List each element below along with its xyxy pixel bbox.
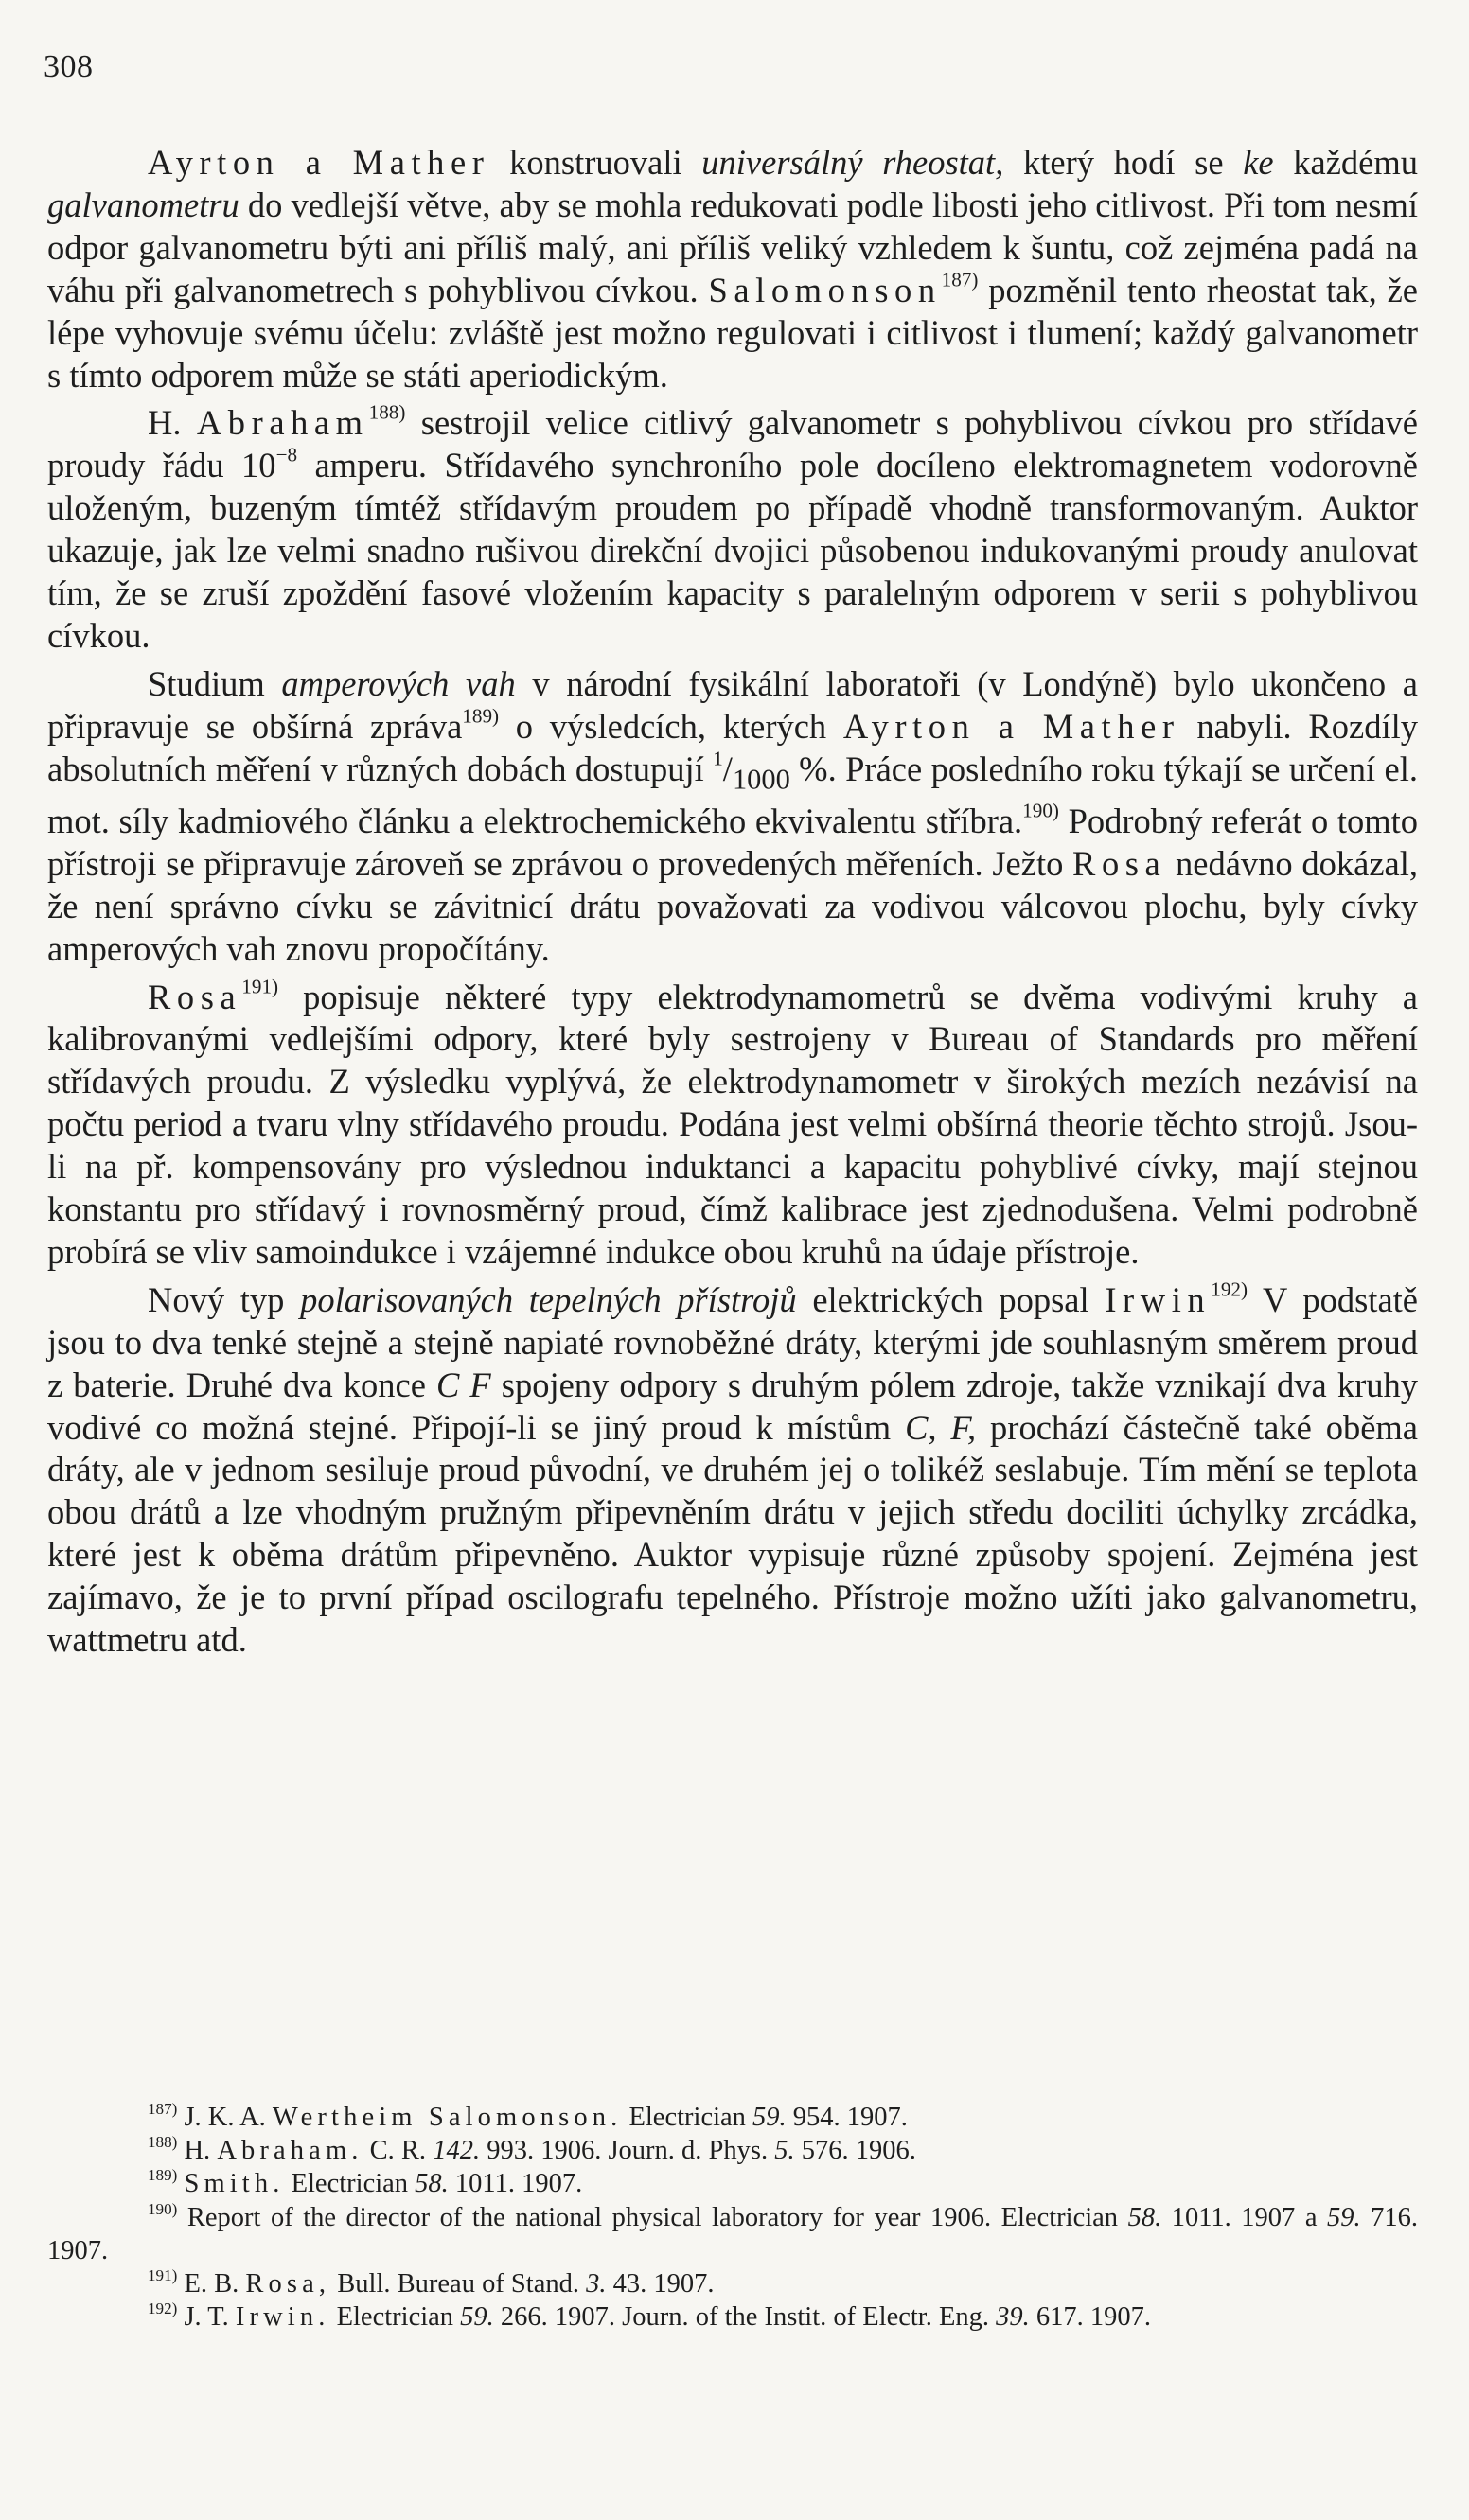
italic-text: 58. <box>1127 2202 1162 2232</box>
text-run: Electrician <box>329 2302 461 2333</box>
text-run: elektrických popsal <box>796 1279 1106 1319</box>
text-run: který hodí se <box>1003 143 1244 182</box>
text-run: 617. 1907. <box>1029 2302 1151 2333</box>
text-run: C. R. <box>363 2136 434 2166</box>
text-run: 716. 1907. <box>47 2202 1418 2265</box>
footnote-ref: 188) <box>368 400 406 424</box>
footnote-ref: 190) <box>148 2199 178 2218</box>
text-run: každému <box>1273 143 1418 182</box>
text-run: H. <box>177 2136 218 2166</box>
footnote <box>47 2300 1418 2334</box>
italic-text: polarisovaných tepelných přístrojů <box>300 1279 797 1319</box>
text-run: 1011. 1907 a <box>1161 2202 1327 2232</box>
text-run: 576. 1906. <box>794 2136 916 2166</box>
italic-text: 59. <box>460 2302 494 2333</box>
footnote-ref: 191) <box>241 975 279 998</box>
spaced-name: Ayrton a Mather <box>148 143 490 182</box>
footnote-ref: −8 <box>275 443 298 467</box>
paragraph <box>47 402 1418 657</box>
paragraph <box>47 1279 1418 1662</box>
italic-text: 59. <box>1326 2202 1361 2232</box>
footnote <box>47 2134 1418 2167</box>
italic-text: 58. <box>415 2169 449 2199</box>
footnote <box>47 2101 1418 2134</box>
italic-text: ke <box>1243 143 1274 182</box>
text-run: Electrician <box>284 2169 416 2199</box>
footnote-ref: 1 <box>713 747 723 770</box>
text-run: 954. 1907. <box>786 2103 908 2132</box>
text-run: E. B. <box>177 2269 246 2300</box>
spaced-name: Abraham <box>196 403 369 443</box>
footnotes <box>47 2101 1418 2334</box>
text-run: Nový typ <box>148 1279 301 1319</box>
footnote-ref: 191) <box>148 2266 178 2285</box>
italic-text: amperových vah <box>281 663 516 703</box>
footnote-ref: 189) <box>462 704 500 728</box>
page-number: 308 <box>44 49 94 84</box>
text-run: H. <box>148 403 197 443</box>
text-run: nabyli. Rozdíly absolutních měření v různých dobách dostupují <box>47 706 1418 788</box>
text-run: popisuje některé typy elektrodynamometrů se dvěma vodivými kruhy a kalibrovanými vedlejšími odpory, které byly sestrojeny v Bureau of Standards pro měření střídavých proudu. Z výsledku vyplývá, že elektrodynamometr v širokých mezích nezávisí na počtu period a tvaru vlny střídavého proudu. Podána jest velmi obšírná theorie těchto strojů. Jsou-li na př. kompensovány pro výslednou induktanci a kapacitu pohyblivé cívky, mají stejnou konstantu pro střídavý i rovnosměrný proud, čímž kalibrace jest zjednodušena. Velmi podrobně probírá se vliv samoindukce i vzájemné indukce obou kruhů na údaje přístroje. <box>47 977 1418 1271</box>
spaced-name: Abraham. <box>217 2136 363 2166</box>
footnote-ref: 187) <box>148 2100 178 2119</box>
spaced-name: Ayrton a Mather <box>842 706 1180 746</box>
text-run: v národní fysikální laboratoři (v Londýně) bylo ukončeno a připravuje se obšírná zpráva <box>47 663 1418 746</box>
text-run: Podrobný referát o tomto přístroji se připravuje zároveň se zprávou o provedených měřeních. Ježto <box>47 801 1418 883</box>
text-run: prochází částečně také oběma dráty, ale v jednom sesiluje proud původní, ve druhém jej o tolikéž seslabuje. Tím mění se teplota obou drátů a lze vhodným pružným připevněním drátu v jejich středu dociliti úchylky zrcádka, které jest k oběma drátům připevněno. Auktor vypisuje různé způsoby spojení. Zejména jest zajímavo, že je to první případ oscilografu tepelného. Přístroje možno užíti jako galvanometru, wattmetru atd. <box>47 1407 1419 1660</box>
italic-text: 59. <box>752 2103 787 2132</box>
text-run: spojeny odpory s druhým pólem zdroje, takže vznikají dva kruhy vodivé co možná stejné. Připojí-li se jiný proud k místům <box>47 1365 1418 1447</box>
spaced-name: Smith. <box>184 2169 285 2199</box>
text-run: amperu. Střídavého synchroního pole docíleno elektromagnetem vodorovně uloženým, buzeným tímtéž střídavým proudem po případě vhodně transformovaným. Auktor ukazuje, jak lze velmi snadno rušivou direkční dvojici působenou indukovanými proudy anulovat tím, že se zruší zpoždění fasové vložením kapacity s paralelným odporem v serii s pohyblivou cívkou. <box>47 446 1418 655</box>
body-text <box>47 142 1418 1662</box>
italic-text: 39. <box>996 2302 1030 2333</box>
spaced-name: Salomonson <box>708 270 942 309</box>
text-run: do vedlejší větve, aby se mohla redukovati podle libosti jeho citlivost. Při tom nesmí odpor galvanometru býti ani příliš malý, ani příliš veliký vzhledem k šuntu, což zejména padá na váhu při galvanometrech s pohyblivou cívkou. <box>47 185 1418 309</box>
spaced-name: Irwin <box>1105 1279 1212 1319</box>
text-run: konstruovali <box>489 143 702 182</box>
italic-text: 142. <box>433 2136 481 2166</box>
footnote-ref: 192) <box>148 2300 178 2318</box>
text-run: sestrojil velice citlivý galvanometr s pohyblivou cívkou pro střídavé proudy řádu 10 <box>47 403 1418 485</box>
text-run: o výsledcích, kterých <box>499 706 843 746</box>
paragraph <box>47 663 1418 971</box>
text-run: 1011. 1907. <box>448 2169 583 2199</box>
footnote-ref: 187) <box>941 268 979 291</box>
italic-text: 3. <box>586 2269 607 2300</box>
text-run: pozměnil tento rheostat tak, že lépe vyhovuje svému účelu: zvláště jest možno regulovati i citlivost i tlumení; každý galvanometr s tímto odporem může se státi aperiodickým. <box>47 270 1419 395</box>
italic-text: C F <box>435 1365 491 1404</box>
paragraph <box>47 142 1418 397</box>
italic-text: C, F, <box>905 1407 977 1447</box>
paragraph <box>47 977 1418 1274</box>
footnote-ref: 188) <box>148 2133 178 2152</box>
italic-text: 5. <box>774 2136 795 2166</box>
text-run: 1000 <box>732 762 790 795</box>
footnote-ref: 192) <box>1211 1278 1248 1301</box>
text-run: J. T. <box>177 2302 236 2333</box>
footnote <box>47 2167 1418 2200</box>
italic-text: universálný rheostat, <box>701 143 1004 182</box>
footnote-ref: 189) <box>148 2166 178 2185</box>
text-run: Bull. Bureau of Stand. <box>330 2269 587 2300</box>
text-run: / <box>722 749 733 788</box>
footnote <box>47 2201 1418 2267</box>
text-run: V podstatě jsou to dva tenké stejně a stejně napiaté rovnoběžné dráty, kterými jde souhlasným směrem proud z baterie. Druhé dva konce <box>47 1279 1418 1404</box>
text-run: J. K. A. <box>177 2103 273 2132</box>
spaced-name: Rosa <box>1072 843 1167 883</box>
spaced-name: Wertheim Salomonson. <box>272 2103 623 2132</box>
text-run: 43. 1907. <box>606 2269 715 2300</box>
footnote-ref: 190) <box>1022 799 1059 822</box>
footnote <box>47 2267 1418 2300</box>
text-run: 266. 1907. Journ. of the Instit. of Electr. Eng. <box>493 2302 997 2333</box>
text-run: Electrician <box>622 2103 753 2132</box>
spaced-name: Rosa <box>148 977 242 1016</box>
spaced-name: Irwin. <box>235 2302 330 2333</box>
spaced-name: Rosa, <box>245 2269 331 2300</box>
text-run: Studium <box>148 663 282 703</box>
text-run: Report of the director of the national physical laboratory for year 1906. Electrician <box>177 2202 1128 2232</box>
italic-text: galvanometru <box>47 185 239 224</box>
text-run: nedávno dokázal, že není správno cívku se závitnicí drátu považovati za vodivou válcovou plochu, byly cívky amperových vah znovu propočítány. <box>47 843 1418 968</box>
text-run: %. Práce posledního roku týkají se určení el. mot. síly kadmiového článku a elektrochemického ekvivalentu stříbra. <box>47 749 1418 840</box>
text-run: 993. 1906. Journ. d. Phys. <box>480 2136 775 2166</box>
